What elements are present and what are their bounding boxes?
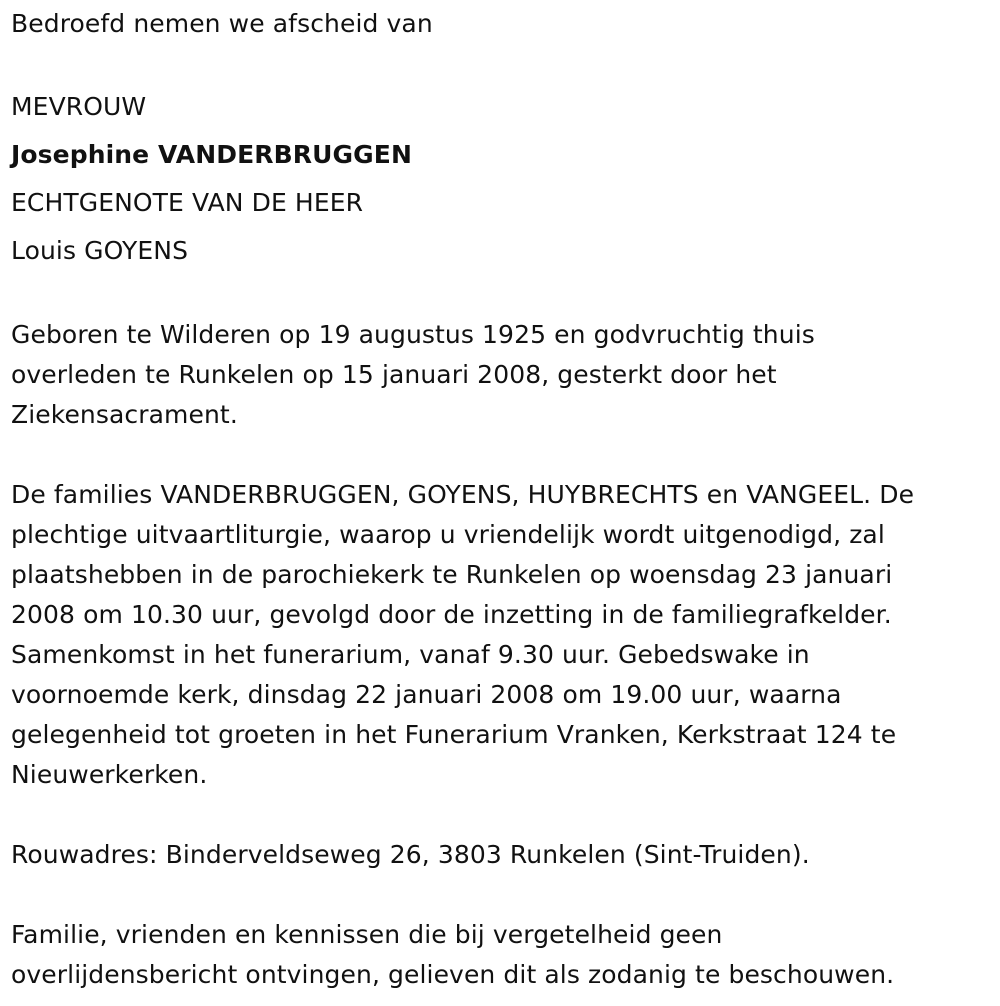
spacer xyxy=(11,44,991,84)
paragraph-line: overleden te Runkelen op 15 januari 2008, gesterkt door het xyxy=(11,360,777,389)
paragraph-line: overlijdensbericht ontvingen, gelieven dit als zodanig te beschouwen. xyxy=(11,960,895,989)
obituary-document xyxy=(11,4,991,995)
paragraph-line: Ziekensacrament. xyxy=(11,400,238,429)
paragraph-line: De families VANDERBRUGGEN, GOYENS, HUYBRECHTS en VANGEEL. De xyxy=(11,480,915,509)
birth-death-paragraph xyxy=(11,315,991,435)
paragraph-line: Familie, vrienden en kennissen die bij vergetelheid geen xyxy=(11,920,723,949)
spacer xyxy=(11,795,991,835)
paragraph-line: voornoemde kerk, dinsdag 22 januari 2008 om 19.00 uur, waarna xyxy=(11,680,842,709)
paragraph-line: 2008 om 10.30 uur, gevolgd door de inzetting in de familiegrafkelder. xyxy=(11,600,892,629)
mourning-address: Rouwadres: Binderveldseweg 26, 3803 Runkelen (Sint-Truiden). xyxy=(11,840,810,869)
funeral-details-paragraph xyxy=(11,475,991,795)
paragraph-line: gelegenheid tot groeten in het Funerarium Vranken, Kerkstraat 124 te xyxy=(11,720,897,749)
relation-line: ECHTGENOTE VAN DE HEER xyxy=(11,188,364,217)
closing-paragraph xyxy=(11,915,991,995)
spacer xyxy=(11,435,991,475)
paragraph-line: Geboren te Wilderen op 19 augustus 1925 en godvruchtig thuis xyxy=(11,320,815,349)
paragraph-line: plechtige uitvaartliturgie, waarop u vriendelijk wordt uitgenodigd, zal xyxy=(11,520,885,549)
intro-line: Bedroefd nemen we afscheid van xyxy=(11,9,433,38)
spacer xyxy=(11,275,991,315)
salutation: MEVROUW xyxy=(11,92,147,121)
deceased-name: Josephine VANDERBRUGGEN xyxy=(11,140,412,169)
spacer xyxy=(11,875,991,915)
deceased-block xyxy=(11,83,991,275)
paragraph-line: Nieuwerkerken. xyxy=(11,760,208,789)
spouse-name: Louis GOYENS xyxy=(11,236,189,265)
paragraph-line: Samenkomst in het funerarium, vanaf 9.30 uur. Gebedswake in xyxy=(11,640,810,669)
paragraph-line: plaatshebben in de parochiekerk te Runkelen op woensdag 23 januari xyxy=(11,560,893,589)
